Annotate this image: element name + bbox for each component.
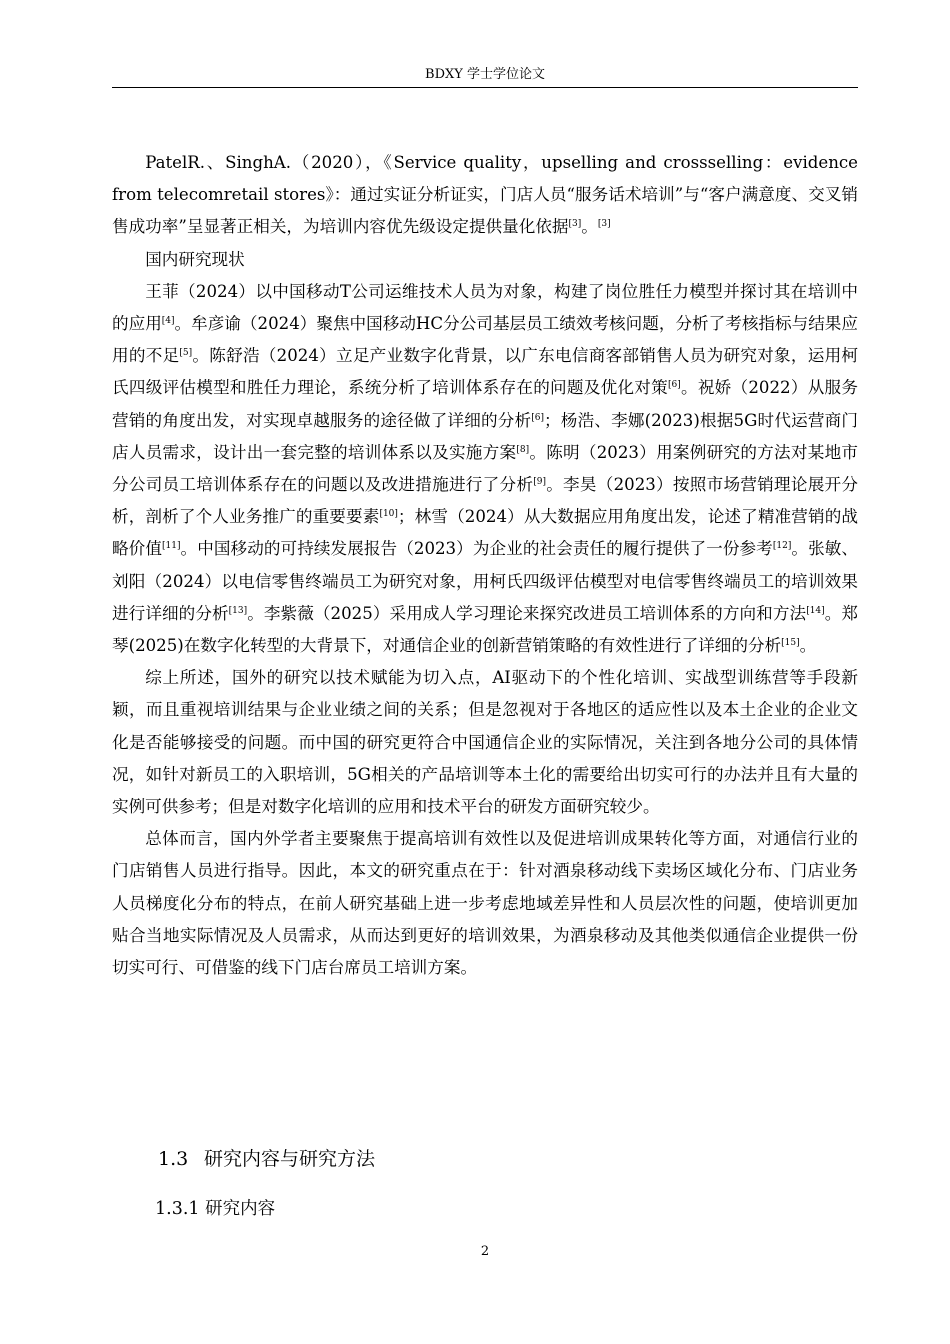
paragraph-conclusion xyxy=(112,823,858,984)
text-run: PatelR.、SinghA.（2020），《Service quality，upselling and crossselling：evidence from telecomretail stores》：通过实证分析证实，门店人员“服务话术培训”与“客户满意度、交叉销售成功率”呈显著正相关，为培训内容优先级设定提供量化依据 xyxy=(112,153,858,237)
citation-marker: [13] xyxy=(228,605,248,616)
text-run: ；林雪（2024）从大数据应用角度出发，论述了精准营销的战略价值 xyxy=(112,507,859,559)
text-run: 总体而言，国内外学者主要聚焦于提高培训有效性以及促进培训成果转化等方面，对通信行业的门店销售人员进行指导。因此，本文的研究重点在于：针对酒泉移动线下卖场区域化分布、门店业务人员梯度化分布的特点，在前人研究基础上进一步考虑地域差异性和人员层次性的问题，使培训更加贴合当地实际情况及人员需求，从而达到更好的培训效果，为酒泉移动及其他类似通信企业提供一份切实可行、可借鉴的线下门店台席员工培训方案。 xyxy=(112,829,858,978)
citation-marker: [11] xyxy=(162,541,181,552)
text-run: 。牟彦谕（2024）聚焦中国移动HC分公司基层员工绩效考核问题，分析了考核指标与结果应用的不足 xyxy=(112,314,858,366)
paragraph-domestic-review xyxy=(112,276,858,662)
citation-marker: [12] xyxy=(772,541,792,552)
citation-marker: [4] xyxy=(161,316,175,327)
paragraph-patel-singh xyxy=(112,147,858,244)
text-run: 。 xyxy=(799,636,817,656)
citation-marker: [3] xyxy=(597,219,611,230)
text-run: 。李昊（2023）按照市场营销理论展开分析，剖析了个人业务推广的重要要素 xyxy=(112,475,859,527)
citation-marker: [8] xyxy=(516,444,530,455)
text-run: 。陈舒浩（2024）立足产业数字化背景，以广东电信商客部销售人员为研究对象，运用柯氏四级评估模型和胜任力理论，系统分析了培训体系存在的问题及优化对策 xyxy=(112,346,859,398)
text-run: 。李紫薇（2025）采用成人学习理论来探究改进员工培训体系的方向和方法 xyxy=(247,603,807,623)
body-text xyxy=(112,147,858,984)
citation-marker: [6] xyxy=(531,412,545,423)
citation-marker: [15] xyxy=(781,638,800,649)
subsection-heading: 1.3.1 研究内容 xyxy=(155,1199,276,1219)
text-run: 。 xyxy=(581,217,598,237)
text-run: 国内研究现状 xyxy=(145,249,245,269)
citation-marker: [9] xyxy=(533,477,546,488)
text-run: 王菲（2024）以中国移动T公司运维技术人员为对象，构建了岗位胜任力模型并探讨其在培训中的应用 xyxy=(112,281,858,334)
header-rule xyxy=(112,87,858,88)
text-run: ；杨浩、李娜(2023)根据5G时代运营商门店人员需求，设计出一套完整的培训体系以及实施方案 xyxy=(112,410,858,462)
text-run: 。中国移动的可持续发展报告（2023）为企业的社会责任的履行提供了一份参考 xyxy=(180,539,773,559)
citation-marker: [5] xyxy=(179,348,193,359)
paragraph-domestic-heading xyxy=(112,244,858,276)
paragraph-summary xyxy=(112,662,858,823)
section-number: 1.3 xyxy=(158,1148,189,1170)
text-run: 。张敏、刘阳（2024）以电信零售终端员工为研究对象，用柯氏四级评估模型对电信零售终端员工的培训效果进行详细的分析 xyxy=(112,539,859,623)
citation-marker: [6] xyxy=(667,380,681,391)
citation-marker: [14] xyxy=(806,605,825,616)
citation-marker: [3] xyxy=(568,219,582,230)
text-run: 。郑琴(2025)在数字化转型的大背景下，对通信企业的创新营销策略的有效性进行了详细的分析 xyxy=(112,603,859,656)
citation-marker: [10] xyxy=(379,509,398,520)
section-title: 研究内容与研究方法 xyxy=(204,1148,376,1170)
text-run: 。祝娇（2022）从服务营销的角度出发，对实现卓越服务的途径做了详细的分析 xyxy=(112,378,859,430)
text-run: 。陈明（2023）用案例研究的方法对某地市分公司员工培训体系存在的问题以及改进措施进行了分析 xyxy=(112,442,859,495)
running-header: BDXY 学士学位论文 xyxy=(425,67,545,82)
page-number: 2 xyxy=(480,1244,490,1259)
section-heading xyxy=(158,1144,375,1174)
text-run: 综上所述，国外的研究以技术赋能为切入点，AI驱动下的个性化培训、实战型训练营等手段新颖，而且重视培训结果与企业业绩之间的关系；但是忽视对于各地区的适应性以及本土企业的企业文化是否能够接受的问题。而中国的研究更符合中国通信企业的实际情况，关注到各地分公司的具体情况，如针对新员工的入职培训，5G相关的产品培训等本土化的需要给出切实可行的办法并且有大量的实例可供参考；但是对数字化培训的应用和技术平台的研发方面研究较少。 xyxy=(112,668,858,817)
